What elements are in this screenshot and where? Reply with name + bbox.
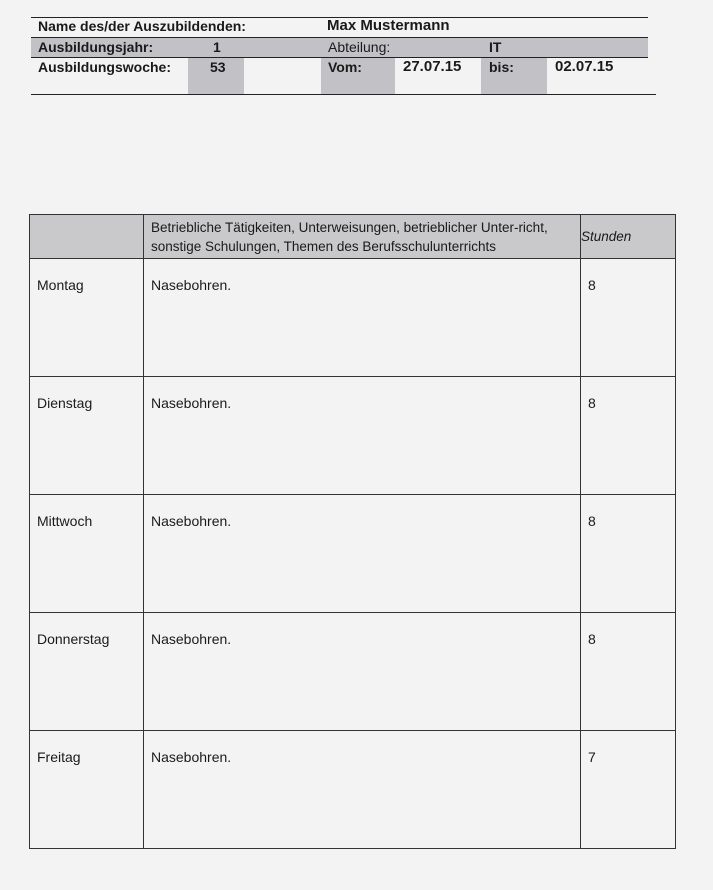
activities-column-header [144,215,581,259]
weekly-report-table [29,214,676,849]
activity-cell: Nasebohren. [144,377,581,495]
week-value: 53 [210,59,226,75]
day-cell: Donnerstag [30,613,144,731]
year-value: 1 [213,39,221,55]
hours-column-header: Stunden [581,215,676,259]
rule-week-bottom [31,94,656,95]
activity-cell: Nasebohren. [144,731,581,849]
activity-cell: Nasebohren. [144,613,581,731]
week-label: Ausbildungswoche: [38,59,171,75]
table-header-row [30,215,676,259]
department-label: Abteilung: [328,39,391,55]
hours-cell: 8 [581,259,676,377]
hours-cell: 7 [581,731,676,849]
to-label: bis: [489,59,514,75]
from-value: 27.07.15 [403,58,462,75]
rule-name-bottom [31,37,648,38]
table-row [30,731,676,849]
activity-cell: Nasebohren. [144,495,581,613]
to-value: 02.07.15 [555,58,614,75]
report-header [0,0,713,100]
table-row [30,495,676,613]
day-column-header [30,215,144,259]
day-cell: Mittwoch [30,495,144,613]
day-cell: Montag [30,259,144,377]
year-label: Ausbildungsjahr: [38,39,154,55]
day-cell: Dienstag [30,377,144,495]
table-row [30,377,676,495]
name-label: Name des/der Auszubildenden: [38,18,246,34]
department-value: IT [489,39,502,55]
table-row [30,259,676,377]
hours-cell: 8 [581,495,676,613]
activity-cell: Nasebohren. [144,259,581,377]
from-label: Vom: [328,59,362,75]
table-row [30,613,676,731]
hours-cell: 8 [581,613,676,731]
name-value: Max Mustermann [327,17,450,34]
hours-cell: 8 [581,377,676,495]
activities-header-text: Betriebliche Tätigkeiten, Unterweisungen, betrieblicher Unter-richt, sonstige Schulungen, Themen des Berufsschulunterrichts [151,219,548,254]
day-cell: Freitag [30,731,144,849]
